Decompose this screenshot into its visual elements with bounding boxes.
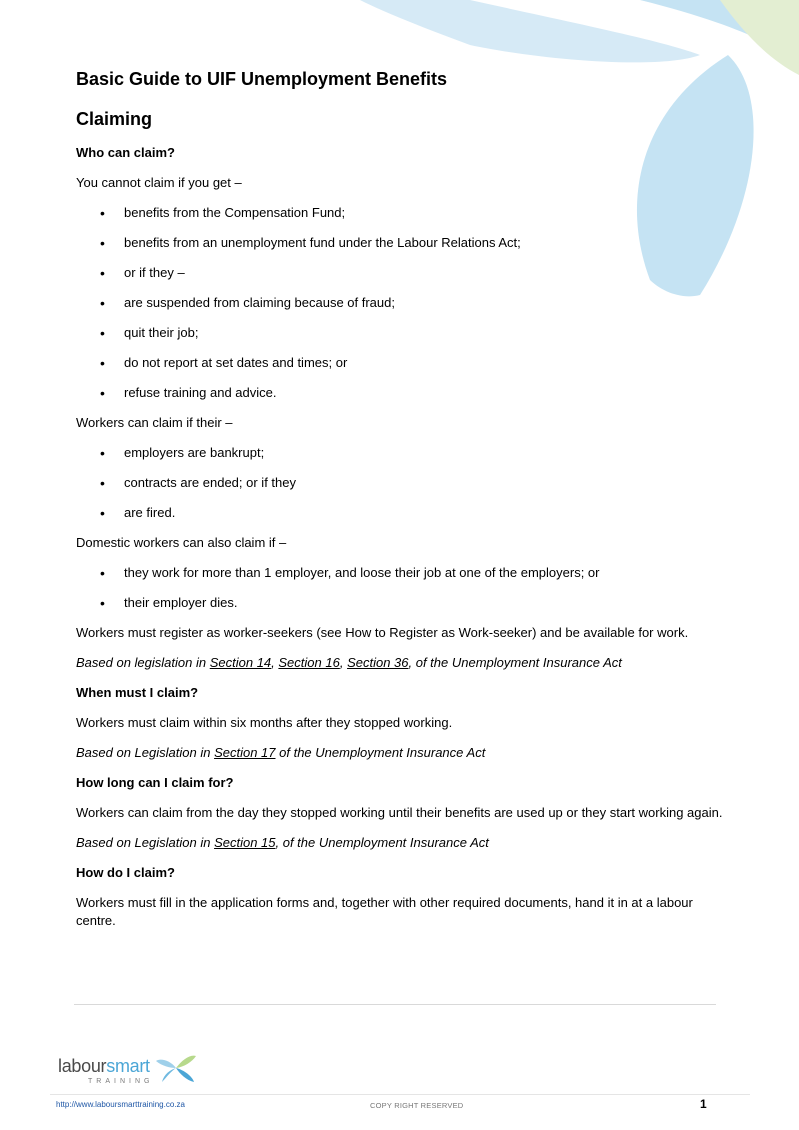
list-item: • are fired.	[76, 504, 736, 522]
list-item: • benefits from an unemployment fund under the Labour Relations Act;	[76, 234, 736, 252]
list-item: • or if they –	[76, 264, 736, 282]
domestic-workers-intro: Domestic workers can also claim if –	[76, 535, 287, 550]
register-paragraph: Workers must register as worker-seekers (see How to Register as Work-seeker) and be available for work.	[76, 625, 689, 640]
question-how-claim: How do I claim?	[76, 865, 175, 880]
laboursmart-logo	[58, 1050, 208, 1090]
section-36-link[interactable]: Section 36	[347, 655, 409, 670]
legislation-reference: Based on Legislation in Section 17 of the Unemployment Insurance Act	[76, 745, 486, 760]
section-15-link[interactable]: Section 15	[214, 835, 276, 850]
list-item: • are suspended from claiming because of fraud;	[76, 294, 736, 312]
list-item: • employers are bankrupt;	[76, 444, 736, 462]
section-14-link[interactable]: Section 14	[209, 655, 272, 670]
list-item: • contracts are ended; or if they	[76, 474, 736, 492]
logo-subtitle: TRAINING	[88, 1078, 154, 1085]
list-item: • their employer dies.	[76, 594, 736, 612]
question-who-can-claim: Who can claim?	[76, 145, 175, 160]
footer-divider	[74, 1004, 716, 1005]
can-claim-intro: Workers can claim if their –	[76, 415, 233, 430]
cannot-claim-list	[76, 204, 736, 402]
logo-wordmark: laboursmart	[58, 1056, 150, 1076]
list-item: • benefits from the Compensation Fund;	[76, 204, 736, 222]
legislation-reference: Based on legislation in Section 14, Section 16, Section 36, of the Unemployment Insurance Act	[76, 655, 622, 670]
logo-pinwheel-icon	[154, 1052, 198, 1084]
domestic-workers-list	[76, 564, 736, 612]
list-item: • they work for more than 1 employer, and loose their job at one of the employers; or	[76, 564, 736, 582]
section-17-link[interactable]: Section 17	[214, 745, 276, 760]
can-claim-list	[76, 444, 736, 522]
question-when-claim: When must I claim?	[76, 685, 199, 700]
how-paragraph: Workers must fill in the application forms and, together with other required documents, hand it in at a labour centre.	[76, 895, 693, 928]
footer-line	[50, 1094, 750, 1095]
document-title: Basic Guide to UIF Unemployment Benefits	[76, 69, 448, 89]
legislation-reference: Based on Legislation in Section 15, of the Unemployment Insurance Act	[76, 835, 489, 850]
list-item: • do not report at set dates and times; or	[76, 354, 736, 372]
document-body	[76, 66, 736, 930]
section-heading: Claiming	[76, 109, 153, 129]
copyright-notice: COPY RIGHT RESERVED	[370, 1101, 464, 1110]
cannot-claim-intro: You cannot claim if you get –	[76, 175, 242, 190]
how-long-paragraph: Workers can claim from the day they stopped working until their benefits are used up or they start working again.	[76, 805, 723, 820]
website-link[interactable]: http://www.laboursmarttraining.co.za	[56, 1100, 185, 1109]
list-item: • refuse training and advice.	[76, 384, 736, 402]
list-item: • quit their job;	[76, 324, 736, 342]
section-16-link[interactable]: Section 16	[278, 655, 340, 670]
page-number: 1	[700, 1097, 707, 1111]
question-how-long: How long can I claim for?	[76, 775, 234, 790]
when-paragraph: Workers must claim within six months after they stopped working.	[76, 715, 453, 730]
